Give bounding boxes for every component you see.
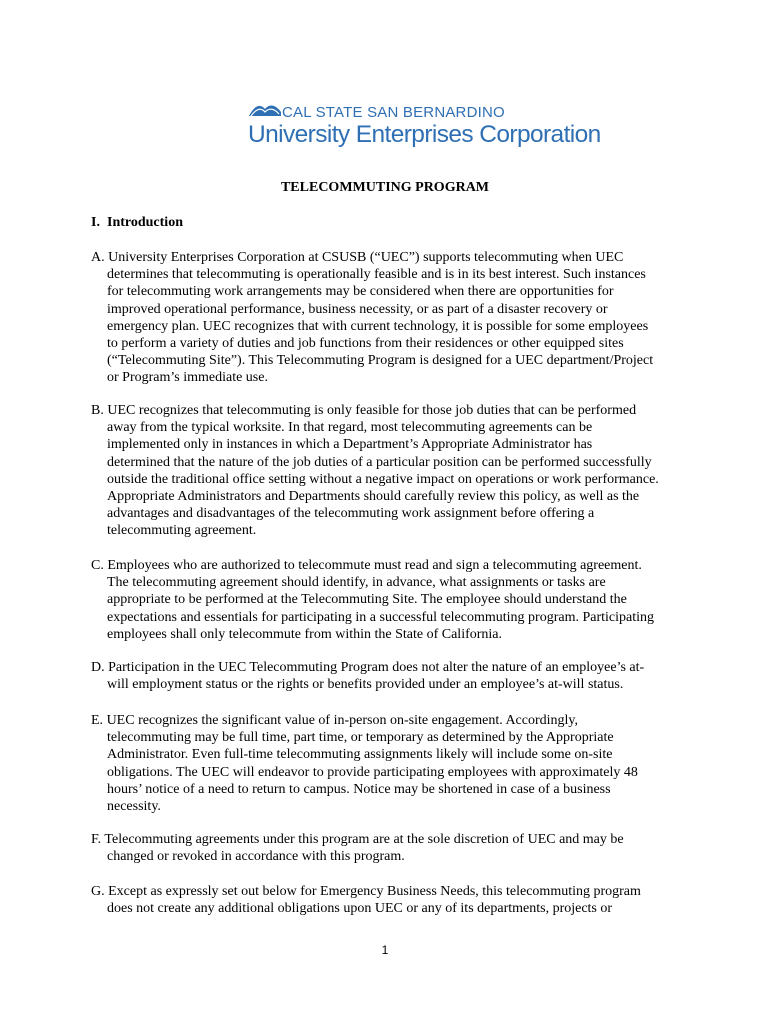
- organization-name: University Enterprises Corporation: [248, 121, 601, 148]
- paragraph-line: does not create any additional obligations upon UEC or any of its departments, projects or: [107, 901, 613, 917]
- paragraph-label: D.: [91, 660, 105, 675]
- paragraph-f: [91, 831, 691, 865]
- paragraph-d: [91, 659, 691, 693]
- paragraph-line: or Program’s immediate use.: [107, 370, 268, 386]
- paragraph-a: [91, 249, 691, 387]
- paragraph-line: determines that telecommuting is operationally feasible and is in its best interest. Such instances: [107, 267, 646, 283]
- paragraph-label: A.: [91, 250, 105, 265]
- document-title: TELECOMMUTING PROGRAM: [280, 180, 490, 195]
- section-title: Introduction: [107, 215, 183, 230]
- paragraph-line: will employment status or the rights or benefits provided under an employee’s at-will status.: [107, 677, 624, 693]
- page-number: 1: [381, 943, 389, 957]
- paragraph-line: Participation in the UEC Telecommuting Program does not alter the nature of an employee’s at-: [108, 660, 645, 675]
- paragraph-line: University Enterprises Corporation at CSUSB (“UEC”) supports telecommuting when UEC: [108, 250, 624, 265]
- paragraph-line: employees shall only telecommute from within the State of California.: [107, 626, 503, 642]
- paragraph-line: telecommuting agreement.: [107, 523, 257, 539]
- paragraph-label: F.: [91, 832, 102, 847]
- paragraph-label: B.: [91, 403, 104, 418]
- paragraph-line: emergency plan. UEC recognizes that with current technology, it is possible for some employees: [107, 318, 649, 334]
- paragraph-line: Employees who are authorized to telecommute must read and sign a telecommuting agreement.: [107, 558, 642, 573]
- mountain-logo-icon: [248, 100, 282, 120]
- paragraph-line: away from the typical worksite. In that regard, most telecommuting agreements can be: [107, 420, 593, 436]
- paragraph-line: necessity.: [107, 799, 161, 815]
- paragraph-line: obligations. The UEC will endeavor to provide participating employees with approximately 48: [107, 764, 638, 780]
- paragraph-e: [91, 712, 691, 815]
- paragraph-line: outside the traditional office setting without a negative impact on operations or work performance.: [107, 471, 659, 487]
- paragraph-b: [91, 402, 691, 540]
- paragraph-line: determined that the nature of the job duties of a particular position can be performed successfully: [107, 454, 652, 470]
- paragraph-line: Telecommuting agreements under this program are at the sole discretion of UEC and may be: [104, 832, 624, 847]
- paragraph-line: for telecommuting work arrangements may be considered when there are opportunities for: [107, 284, 614, 300]
- paragraph-label: C.: [91, 558, 104, 573]
- paragraph-line: advantages and disadvantages of the telecommuting work assignment before offering a: [107, 506, 595, 522]
- paragraph-line: hours’ notice of a need to return to campus. Notice may be shortened in case of a business: [107, 781, 611, 797]
- paragraph-label: G.: [91, 884, 105, 899]
- paragraph-line: Appropriate Administrators and Departments should carefully review this policy, as well as the: [107, 489, 640, 505]
- section-number: I.: [91, 215, 100, 230]
- paragraph-line: The telecommuting agreement should identify, in advance, what assignments or tasks are: [107, 575, 606, 591]
- paragraph-line: Except as expressly set out below for Emergency Business Needs, this telecommuting program: [108, 884, 641, 899]
- paragraph-line: improved operational performance, business necessity, or as part of a disaster recovery or: [107, 301, 608, 317]
- uec-logo: [248, 100, 601, 152]
- paragraph-line: appropriate to be performed at the Telecommuting Site. The employee should understand the: [107, 592, 627, 608]
- paragraph-label: E.: [91, 713, 104, 728]
- paragraph-line: UEC recognizes the significant value of in-person on-site engagement. Accordingly,: [106, 713, 579, 728]
- paragraph-c: [91, 557, 691, 643]
- paragraph-line: UEC recognizes that telecommuting is only feasible for those job duties that can be performed: [107, 403, 637, 418]
- paragraph-line: expectations and essentials for participating in a successful telecommuting program. Participating: [107, 609, 655, 625]
- paragraph-line: Administrator. Even full-time telecommuting assignments likely will include some on-site: [107, 747, 613, 763]
- paragraph-line: telecommuting may be full time, part time, or temporary as determined by the Appropriate: [107, 730, 614, 746]
- campus-name: CAL STATE SAN BERNARDINO: [282, 104, 505, 121]
- paragraph-line: implemented only in instances in which a Department’s Appropriate Administrator has: [107, 437, 593, 453]
- paragraph-line: changed or revoked in accordance with this program.: [107, 849, 405, 865]
- paragraph-line: to perform a variety of duties and job functions from their residences or other equipped sites: [107, 336, 624, 352]
- section-heading: [91, 215, 183, 231]
- paragraph-g: [91, 883, 691, 917]
- paragraph-line: (“Telecommuting Site”). This Telecommuting Program is designed for a UEC department/Project: [107, 353, 654, 369]
